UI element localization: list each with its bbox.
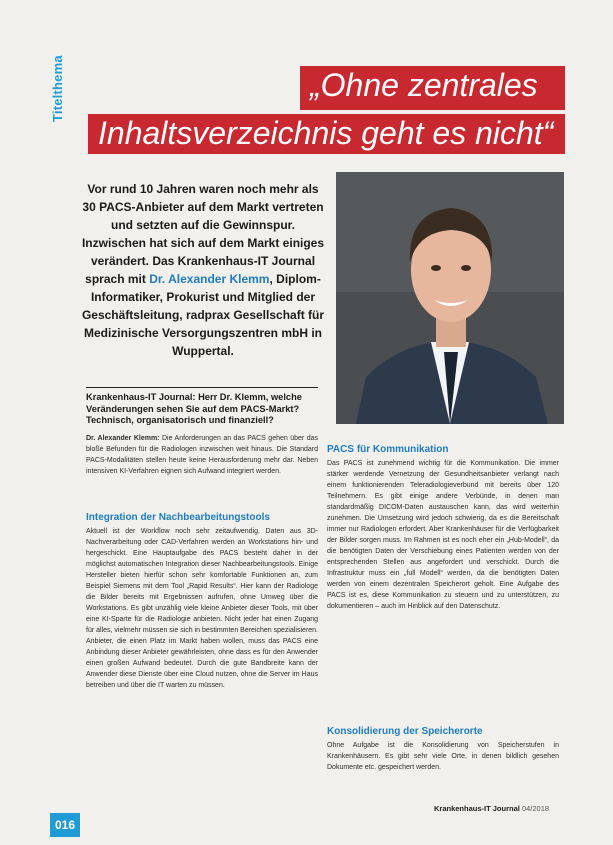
intro-text: Vor rund 10 Jahren waren noch mehr als 30 PACS-Anbieter auf dem Markt vertreten und setzten auf die Gewinnspur. Inzwischen hat sich auf dem Markt einiges verändert. Das Krankenhaus-IT Journal sprach mit [81, 182, 325, 286]
answer-text: Die Anforderungen an das PACS gehen über das bloße Befunden für die Radiologen inzwischen weit hinaus. Die Standard PACS-Modalitäten stellen heute keine Herausforderung mehr dar. Neben intensiven KI-Verfahren eignen sich Aufwand integriert werden. [86, 435, 318, 475]
headline-line-1: „Ohne zentrales [300, 66, 565, 110]
intro-teaser [80, 180, 326, 360]
section-text-pacs: Das PACS ist zunehmend wichtig für die Kommunikation. Die immer stärker werdende Vernetzung der Gesundheitsanbieter verlangt nach einem funktionierenden Teleradiologieverbund mit bereits über 120 Teilnehmern. Es gibt einige andere Verbünde, in denen man standardmäßig DICOM-Daten austauschen kann, das wird weiterhin zunehmen. Die Umsetzung wird jedoch schwierig, da es die Bereitschaft immer nur Radiologen erfordert. Aber Krankenhäuser für die Verfügbarkeit der Bilder sorgen muss. Im Rahmen ist es noch eher ein „Hub-Modell“, da die benötigten Daten der Verschiebung eines Patienten werden von der entsprechenden Stellen aus angefordert und verschickt. Durch die Infrastruktur muss ein „full Modell“ werden, da die benötigten Daten werden von einem dezentralen Speicherort geholt. Eine Aufgabe des PACS ist es, diese Kommunikation zu steuern und zu unterstützen, zu dokumentieren – auch im Hinblick auf den Datenschutz. [327, 460, 559, 610]
headline-line-2: Inhaltsverzeichnis geht es nicht“ [88, 114, 565, 154]
portrait-photo [336, 172, 564, 424]
divider-line [86, 387, 318, 388]
journal-issue: 04/2018 [519, 804, 550, 813]
answer-speaker: Dr. Alexander Klemm: [86, 435, 160, 442]
journal-name: Krankenhaus-IT Journal [434, 804, 520, 813]
section-heading-speicher: Konsolidierung der Speicherorte [327, 726, 483, 737]
journal-footer [434, 804, 549, 813]
interviewee-name: Dr. Alexander Klemm [149, 272, 270, 286]
section-text-speicher: Ohne Aufgabe ist die Konsolidierung von Speicherstufen in Krankenhäusern. Es gibt sehr viele Orte, in denen bildlich gesehen Dokumente etc. gespeichert werden. [327, 742, 559, 771]
page-number: 016 [50, 813, 80, 837]
section-tag: Titelthema [50, 55, 65, 123]
portrait-illustration [336, 172, 564, 424]
section-text-integration: Aktuell ist der Workflow noch sehr zeitaufwendig. Daten aus 3D-Nachverarbeitung oder CAD-Verfahren werden an Workstations hin- und hergeschickt. Eine Hauptaufgabe des PACS besteht daher in der möglichst automatischen Integration dieser Nachbearbeitungstools. Einige Hersteller bieten hierfür schon sehr komfortable Funktionen an, zum Beispiel Siemens mit dem Tool „Rapid Results“. Hier kann der Radiologe die Bilder bereits mit Ergebnissen aufrufen, ohne Umweg über die Workstations. Es gibt unzählig viele kleine Anbieter dieser Tools, mit über eine KI-Sparte für die Radiologie anbieten. Nicht jeder hat einen Zugang für alles, vielmehr müssen sie sich in bestimmten Bereichen spezialisieren. Anbieter, die einen Platz im Markt haben wollen, muss das PACS eine Anbindung dieser Anbieter gewährleisten, ohne dass es für den Anwender einen großen Aufwand bedeutet. Durch die gute Bandbreite kann der Anwender diese Dienste über eine Cloud nutzen, ohne die Server im Haus betreiben und über die IT warten zu müssen. [86, 528, 318, 689]
answer-paragraph [86, 433, 318, 477]
interview-question: Krankenhaus-IT Journal: Herr Dr. Klemm, welche Veränderungen sehen Sie auf dem PACS-Markt? Technisch, organisatorisch und finanziell? [86, 392, 302, 425]
section-heading-pacs: PACS für Kommunikation [327, 444, 449, 455]
section-heading-integration: Integration der Nachbearbeitungstools [86, 512, 270, 523]
intro-text-end: , Diplom-Informatiker, Prokurist und Mitglied der Geschäftsleitung, radprax Gesellschaft für Medizinische Versorgungszentren mbH in Wuppertal. [81, 272, 325, 358]
